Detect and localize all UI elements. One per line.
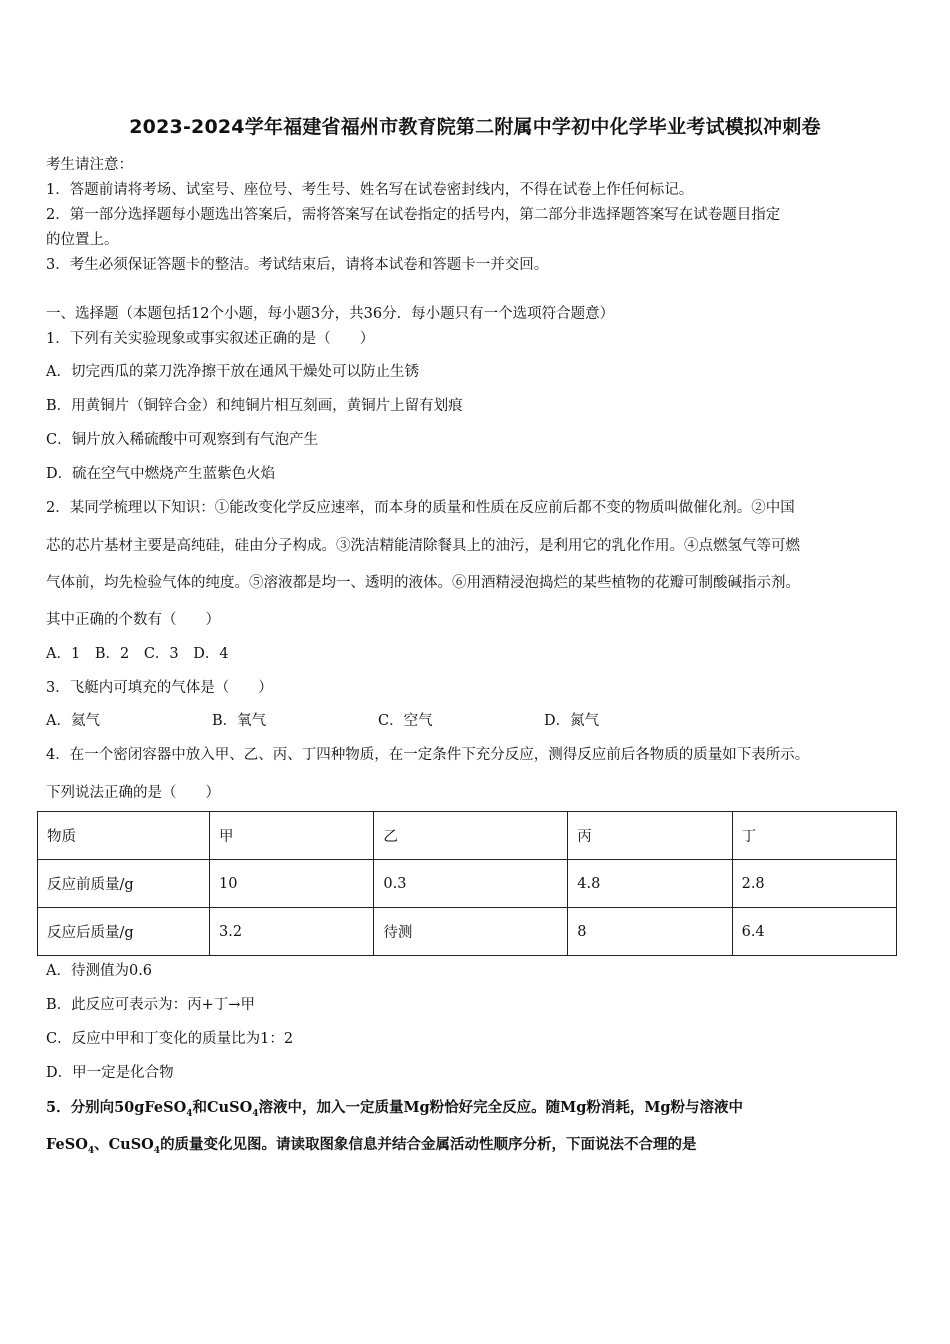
q4-stem: 4．在一个密闭容器中放入甲、乙、丙、丁四种物质，在一定条件下充分反应，测得反应前后各物质的质量如下表所示。 <box>46 747 810 763</box>
table-cell: 乙 <box>374 812 568 860</box>
mass-table <box>37 811 897 956</box>
q2-stem-line: 气体前，均先检验气体的纯度。⑤溶液都是均一、透明的液体。⑥用酒精浸泡捣烂的某些植物的花瓣可制酸碱指示剂。 <box>46 575 800 591</box>
page-title: 2023-2024学年福建省福州市教育院第二附属中学初中化学毕业考试模拟冲刺卷 <box>129 116 821 138</box>
table-cell: 丙 <box>568 812 732 860</box>
table-row <box>38 860 897 908</box>
table-cell: 待测 <box>374 908 568 956</box>
q3-stem: 3．飞艇内可填充的气体是（ ） <box>46 680 273 696</box>
table-cell: 6.4 <box>732 908 896 956</box>
notice-item: 3．考生必须保证答题卡的整洁。考试结束后，请将本试卷和答题卡一并交回。 <box>46 257 549 273</box>
q3-options <box>46 709 906 730</box>
q3-option-c: C．空气 <box>378 713 433 729</box>
table-cell: 3.2 <box>210 908 374 956</box>
table-row <box>38 908 897 956</box>
q5-text: 、CuSO <box>94 1136 154 1153</box>
q2-stem-line: 芯的芯片基材主要是高纯硅，硅由分子构成。③洗洁精能清除餐具上的油污，是利用它的乳化作用。④点燃氢气等可燃 <box>46 538 800 554</box>
q5-text: 的质量变化见图。请读取图象信息并结合金属活动性顺序分析，下面说法不合理的是 <box>160 1136 697 1153</box>
q3-option-a: A．氦气 <box>46 713 100 729</box>
table-cell: 4.8 <box>568 860 732 908</box>
section-heading: 一、选择题（本题包括12个小题，每小题3分，共36分．每小题只有一个选项符合题意） <box>46 306 615 322</box>
q2-options <box>46 642 906 663</box>
subscript: 4 <box>153 1145 161 1156</box>
q2-option-c: C．3 <box>143 646 179 662</box>
notice-item: 的位置上。 <box>46 232 119 248</box>
q3-option-d: D．氮气 <box>544 713 600 729</box>
table-header-row <box>38 812 897 860</box>
q1-option-c: C．铜片放入稀硫酸中可观察到有气泡产生 <box>46 432 319 448</box>
table-cell: 甲 <box>210 812 374 860</box>
table-cell: 反应后质量/g <box>38 908 210 956</box>
subscript: 4 <box>87 1145 95 1156</box>
table-cell: 丁 <box>732 812 896 860</box>
q5-text: 和CuSO <box>192 1099 253 1116</box>
q5-text: FeSO <box>46 1136 88 1153</box>
q2-option-b: B．2 <box>94 646 130 662</box>
notice-item: 1．答题前请将考场、试室号、座位号、考生号、姓名写在试卷密封线内，不得在试卷上作任何标记。 <box>46 182 694 198</box>
q5-text: 5．分别向50gFeSO <box>46 1099 187 1116</box>
subscript: 4 <box>186 1108 193 1119</box>
q1-stem: 1．下列有关实验现象或事实叙述正确的是（ ） <box>46 331 375 347</box>
q2-option-a: A．1 <box>46 646 81 662</box>
subscript: 4 <box>252 1108 259 1119</box>
q5-text: 溶液中，加入一定质量Mg粉恰好完全反应。随Mg粉消耗，Mg粉与溶液中 <box>258 1099 744 1116</box>
q2-stem-line: 其中正确的个数有（ ） <box>46 612 220 628</box>
q1-option-a: A．切完西瓜的菜刀洗净擦干放在通风干燥处可以防止生锈 <box>46 364 419 380</box>
notice-item: 2．第一部分选择题每小题选出答案后，需将答案写在试卷指定的括号内，第二部分非选择题答案写在试卷题目指定 <box>46 207 781 223</box>
table-cell: 反应前质量/g <box>38 860 210 908</box>
q4-option-a: A．待测值为0.6 <box>46 963 153 979</box>
table-cell: 8 <box>568 908 732 956</box>
q4-option-b: B．此反应可表示为：丙+丁→甲 <box>46 997 255 1013</box>
table-cell: 物质 <box>38 812 210 860</box>
q2-option-d: D．4 <box>193 646 229 662</box>
table-cell: 0.3 <box>374 860 568 908</box>
q5-stem-line2 <box>46 1133 906 1156</box>
q3-option-b: B．氧气 <box>212 713 267 729</box>
table-cell: 2.8 <box>732 860 896 908</box>
q1-option-d: D．硫在空气中燃烧产生蓝紫色火焰 <box>46 466 276 482</box>
q4-stem: 下列说法正确的是（ ） <box>46 785 220 801</box>
q1-option-b: B．用黄铜片（铜锌合金）和纯铜片相互刻画，黄铜片上留有划痕 <box>46 398 463 414</box>
q5-stem-line1 <box>46 1096 906 1119</box>
q4-option-d: D．甲一定是化合物 <box>46 1065 174 1081</box>
table-cell: 10 <box>210 860 374 908</box>
q4-option-c: C．反应中甲和丁变化的质量比为1：2 <box>46 1031 294 1047</box>
notice-heading: 考生请注意： <box>46 157 133 173</box>
q2-stem-line: 2．某同学梳理以下知识：①能改变化学反应速率，而本身的质量和性质在反应前后都不变的物质叫做催化剂。②中国 <box>46 500 795 516</box>
